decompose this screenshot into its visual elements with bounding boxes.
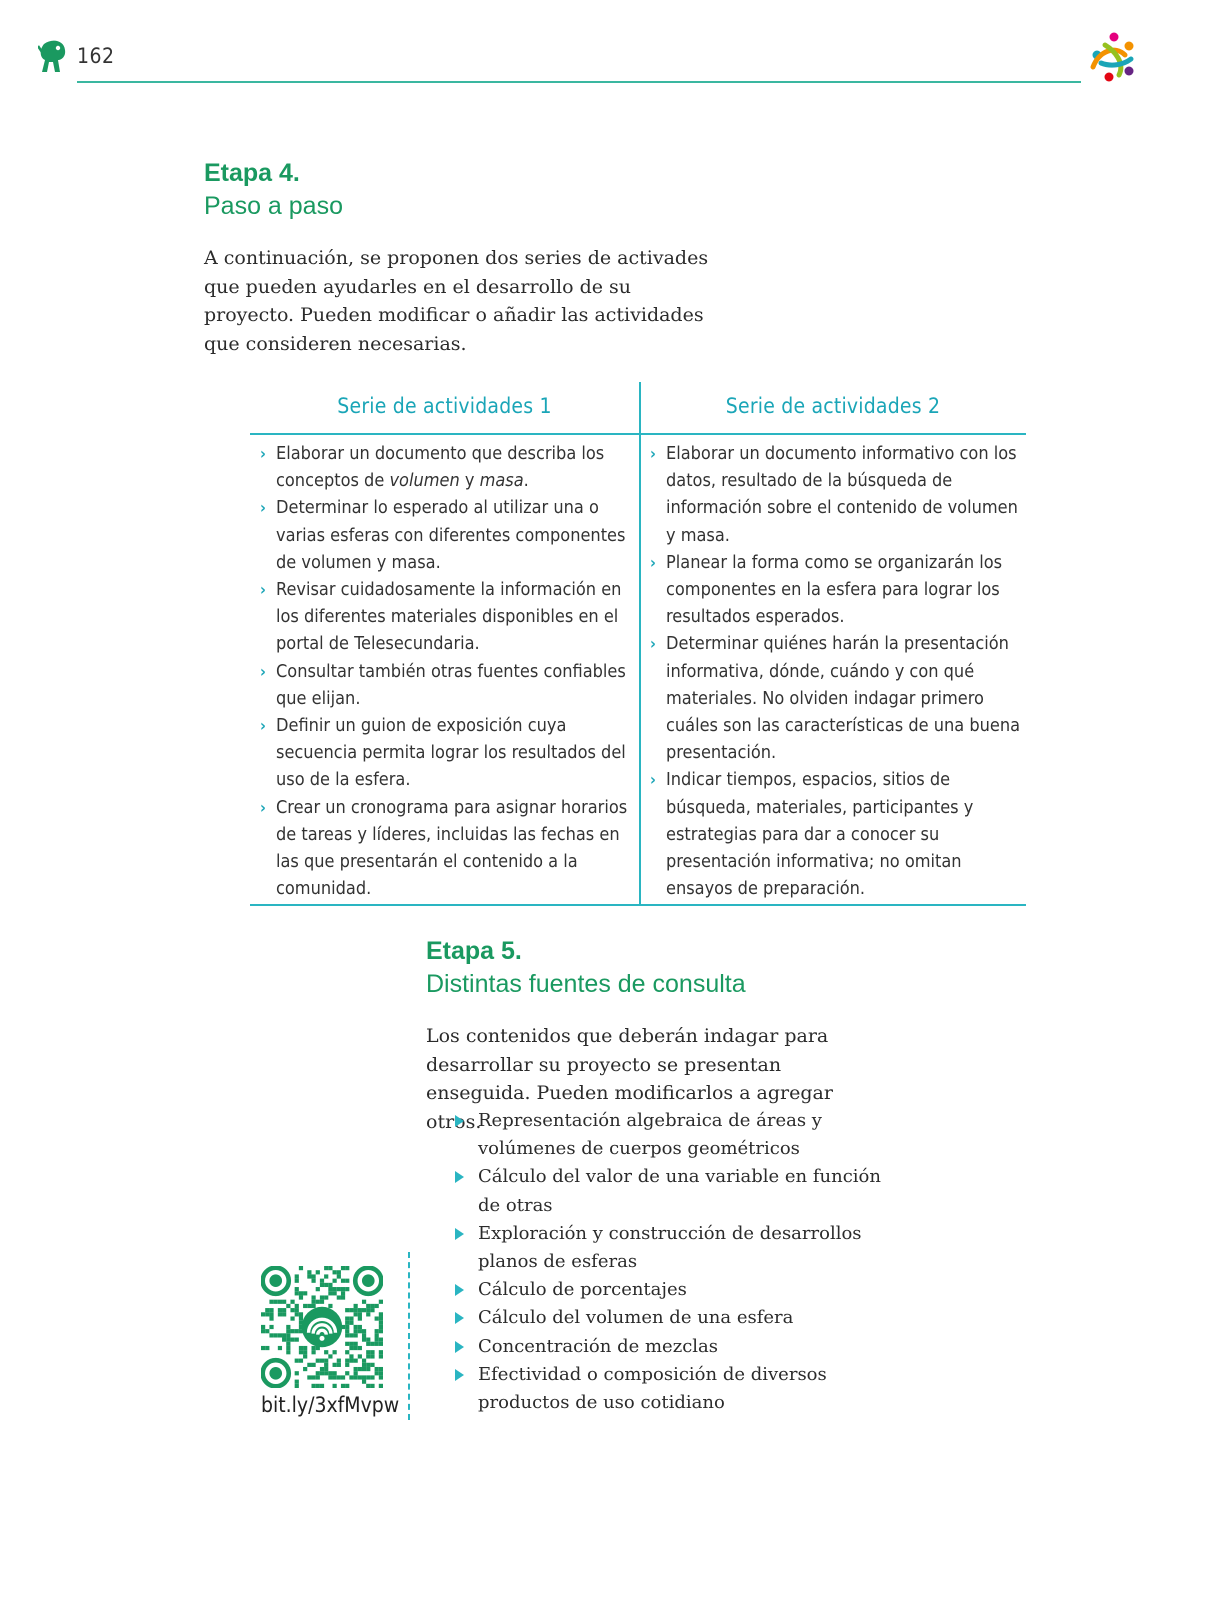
stage5-title: Distintas fuentes de consulta [426,970,746,998]
column-divider [639,382,641,906]
series1-item [260,794,632,903]
triangle-bullet-icon [455,1312,464,1324]
series2-item-text: Elaborar un documento informativo con los datos, resultado de la búsqueda de información sobre el contenido de volumen y masa. [666,443,1018,546]
stage4-label: Etapa 4. [204,159,300,187]
content-item-text: Cálculo del volumen de una esfera [478,1307,794,1329]
short-link[interactable]: bit.ly/3xfMvpw [261,1393,400,1417]
activities-table [250,382,1026,906]
chevron-right-icon: › [260,797,266,817]
triangle-bullet-icon [455,1171,464,1183]
series1-item-text: Crear un cronograma para asignar horarios de tareas y líderes, incluidas las fechas en las que presentarán el contenido a la comunidad. [276,796,628,900]
content-item-text: Cálculo de porcentajes [478,1279,687,1301]
series1-item-text: Elaborar un documento que describa los conceptos de volumen y masa. [276,443,605,492]
series2-item-text: Determinar quiénes harán la presentación informativa, dónde, cuándo y con qué materiales. No olviden indagar primero cuáles son las características de una buena presentación. [666,633,1021,764]
dashed-divider [408,1252,410,1420]
contents-list [452,1107,892,1417]
content-item [452,1220,892,1276]
content-item-text: Cálculo del valor de una variable en función de otras [478,1166,881,1216]
content-item [452,1163,892,1219]
chevron-right-icon: › [260,498,266,518]
content-item-text: Concentración de mezclas [478,1335,718,1357]
series2-list [650,440,1022,902]
chevron-right-icon: › [260,580,266,600]
chevron-right-icon: › [650,634,656,654]
chevron-right-icon: › [260,716,266,736]
series2-item [650,440,1022,549]
stage5-heading [426,935,746,1001]
triangle-bullet-icon [455,1369,464,1381]
stage4-intro: A continuación, se proponen dos series de activades que pueden ayudarles en el desarrollo de su proyecto. Pueden modificar o añadir las actividades que consideren necesarias. [204,247,709,355]
stage4-heading [204,157,343,223]
series2-item [650,549,1022,631]
chevron-right-icon: › [260,444,266,463]
qr-code-icon[interactable] [261,1266,383,1388]
chevron-right-icon: › [650,770,656,790]
content-item [452,1304,892,1332]
series1-list [260,440,632,902]
series2-item-text: Indicar tiempos, espacios, sitios de búsqueda, materiales, participantes y estrategias para dar a conocer su presentación informativa; no omitan ensayos de preparación. [666,769,974,900]
content-item [452,1107,892,1163]
series1-item-text: Consultar también otras fuentes confiables que elijan. [276,660,626,709]
chevron-right-icon: › [260,661,266,681]
chevron-right-icon: › [650,444,656,463]
content-item [452,1276,892,1304]
stage5-label: Etapa 5. [426,937,522,965]
content-item [452,1333,892,1361]
triangle-bullet-icon [455,1228,464,1240]
content-item-text: Representación algebraica de áreas y volúmenes de cuerpos geométricos [478,1110,822,1160]
header-rule [77,81,1081,83]
series1-title: Serie de actividades 1 [337,394,552,418]
series2-item [650,766,1022,902]
series1-item [260,712,632,794]
stage4-title: Paso a paso [204,192,343,220]
content-item-text: Efectividad o composición de diversos productos de uso cotidiano [478,1363,827,1414]
colorful-figures-logo [1085,31,1143,85]
triangle-bullet-icon [455,1115,464,1127]
series2-item [650,630,1022,766]
chevron-right-icon: › [650,552,656,572]
content-item [452,1361,892,1417]
grasshopper-icon [38,38,68,76]
triangle-bullet-icon [455,1284,464,1296]
content-item-text: Exploración y construcción de desarrollos planos de esferas [478,1222,862,1273]
table-bottom-rule [250,904,1026,906]
series1-item-text: Revisar cuidadosamente la información en los diferentes materiales disponibles en el portal de Telesecundaria. [276,579,622,655]
series1-item [260,658,632,712]
triangle-bullet-icon [455,1341,464,1353]
table-header-rule [250,433,1026,435]
series1-item [260,494,632,576]
series1-item [260,576,632,658]
series1-item-text: Determinar lo esperado al utilizar una o varias esferas con diferentes componentes de volumen y masa. [276,497,626,573]
stage5-intro: Los contenidos que deberán indagar para desarrollar su proyecto se presentan enseguida. Pueden modificarlos a agregar otros. [426,1025,833,1133]
series1-item [260,440,632,494]
series1-item-text: Definir un guion de exposición cuya secuencia permita lograr los resultados del uso de la esfera. [276,715,626,791]
series2-title: Serie de actividades 2 [725,394,941,418]
page-number: 162 [77,44,115,68]
series2-item-text: Planear la forma como se organizarán los componentes en la esfera para lograr los resultados esperados. [666,551,1003,628]
